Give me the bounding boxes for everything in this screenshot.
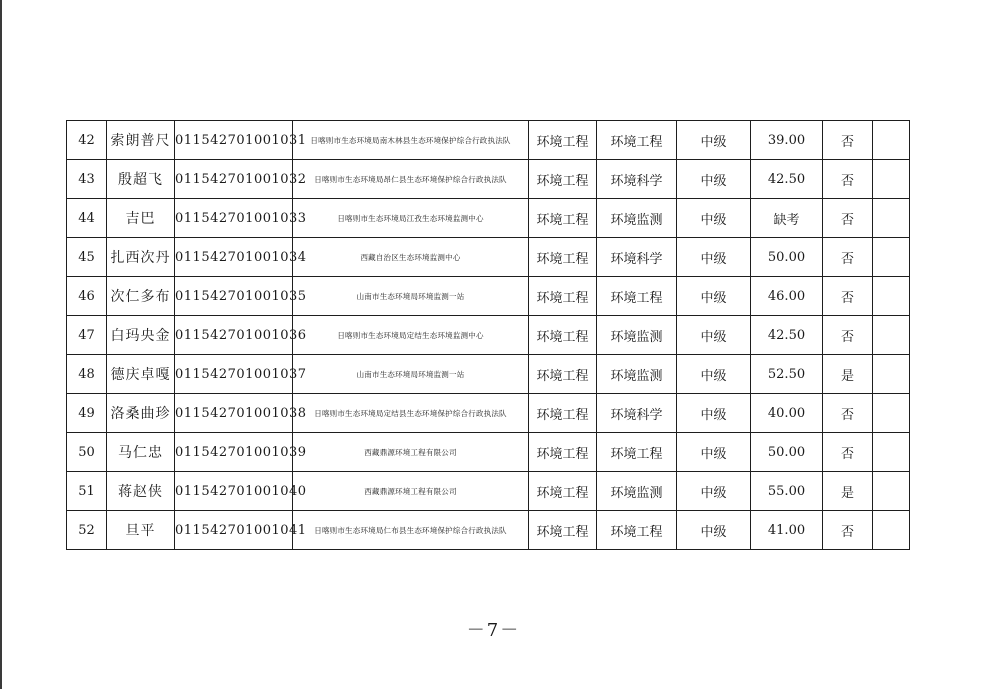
cell-organization: 日喀则市生态环境局江孜生态环境监测中心 xyxy=(293,199,529,238)
cell-level: 中级 xyxy=(677,277,751,316)
table-body xyxy=(67,121,910,550)
cell-pass: 否 xyxy=(823,316,873,355)
cell-name: 德庆卓嘎 xyxy=(107,355,175,394)
cell-level: 中级 xyxy=(677,160,751,199)
cell-pass: 否 xyxy=(823,277,873,316)
table-row xyxy=(67,394,910,433)
cell-pass: 否 xyxy=(823,199,873,238)
cell-exam-id: 011542701001036 xyxy=(175,316,293,355)
cell-subject: 环境监测 xyxy=(597,199,677,238)
cell-no: 52 xyxy=(67,511,107,550)
cell-remark xyxy=(873,355,910,394)
cell-subject: 环境监测 xyxy=(597,472,677,511)
cell-organization: 西藏鼎源环境工程有限公司 xyxy=(293,433,529,472)
cell-major: 环境工程 xyxy=(529,160,597,199)
cell-organization: 西藏鼎源环境工程有限公司 xyxy=(293,472,529,511)
cell-remark xyxy=(873,199,910,238)
cell-pass: 否 xyxy=(823,160,873,199)
cell-exam-id: 011542701001041 xyxy=(175,511,293,550)
cell-major: 环境工程 xyxy=(529,238,597,277)
cell-no: 45 xyxy=(67,238,107,277)
cell-remark xyxy=(873,472,910,511)
cell-no: 48 xyxy=(67,355,107,394)
cell-level: 中级 xyxy=(677,316,751,355)
cell-pass: 是 xyxy=(823,472,873,511)
cell-subject: 环境工程 xyxy=(597,433,677,472)
cell-no: 42 xyxy=(67,121,107,160)
cell-name: 马仁忠 xyxy=(107,433,175,472)
cell-subject: 环境工程 xyxy=(597,511,677,550)
cell-remark xyxy=(873,433,910,472)
cell-organization: 日喀则市生态环境局定结生态环境监测中心 xyxy=(293,316,529,355)
table-row xyxy=(67,199,910,238)
cell-pass: 否 xyxy=(823,121,873,160)
cell-score: 39.00 xyxy=(751,121,823,160)
cell-remark xyxy=(873,238,910,277)
table-row xyxy=(67,277,910,316)
cell-organization: 日喀则市生态环境局仁布县生态环境保护综合行政执法队 xyxy=(293,511,529,550)
cell-exam-id: 011542701001038 xyxy=(175,394,293,433)
cell-organization: 山南市生态环境局环境监测一站 xyxy=(293,355,529,394)
cell-level: 中级 xyxy=(677,472,751,511)
cell-remark xyxy=(873,121,910,160)
cell-no: 46 xyxy=(67,277,107,316)
cell-exam-id: 011542701001031 xyxy=(175,121,293,160)
cell-pass: 否 xyxy=(823,238,873,277)
cell-remark xyxy=(873,160,910,199)
cell-name: 索朗普尺 xyxy=(107,121,175,160)
cell-exam-id: 011542701001032 xyxy=(175,160,293,199)
cell-exam-id: 011542701001033 xyxy=(175,199,293,238)
cell-major: 环境工程 xyxy=(529,316,597,355)
cell-major: 环境工程 xyxy=(529,121,597,160)
cell-no: 51 xyxy=(67,472,107,511)
cell-pass: 否 xyxy=(823,394,873,433)
cell-score: 42.50 xyxy=(751,160,823,199)
cell-name: 次仁多布 xyxy=(107,277,175,316)
page-number: －7－ xyxy=(466,620,521,641)
cell-level: 中级 xyxy=(677,433,751,472)
cell-level: 中级 xyxy=(677,121,751,160)
cell-level: 中级 xyxy=(677,238,751,277)
cell-level: 中级 xyxy=(677,355,751,394)
cell-subject: 环境监测 xyxy=(597,316,677,355)
cell-score: 50.00 xyxy=(751,238,823,277)
cell-exam-id: 011542701001035 xyxy=(175,277,293,316)
cell-no: 50 xyxy=(67,433,107,472)
page-edge xyxy=(0,0,2,689)
cell-pass: 否 xyxy=(823,433,873,472)
table-row xyxy=(67,160,910,199)
cell-no: 44 xyxy=(67,199,107,238)
cell-no: 47 xyxy=(67,316,107,355)
table-row xyxy=(67,472,910,511)
cell-name: 洛桑曲珍 xyxy=(107,394,175,433)
cell-score: 41.00 xyxy=(751,511,823,550)
cell-major: 环境工程 xyxy=(529,355,597,394)
cell-level: 中级 xyxy=(677,199,751,238)
cell-exam-id: 011542701001037 xyxy=(175,355,293,394)
cell-score: 55.00 xyxy=(751,472,823,511)
cell-exam-id: 011542701001034 xyxy=(175,238,293,277)
cell-name: 蒋赵侠 xyxy=(107,472,175,511)
cell-subject: 环境科学 xyxy=(597,160,677,199)
cell-major: 环境工程 xyxy=(529,433,597,472)
cell-score: 40.00 xyxy=(751,394,823,433)
cell-name: 扎西次丹 xyxy=(107,238,175,277)
cell-subject: 环境工程 xyxy=(597,121,677,160)
cell-name: 旦平 xyxy=(107,511,175,550)
cell-exam-id: 011542701001040 xyxy=(175,472,293,511)
cell-subject: 环境工程 xyxy=(597,277,677,316)
cell-subject: 环境科学 xyxy=(597,394,677,433)
cell-major: 环境工程 xyxy=(529,511,597,550)
cell-pass: 否 xyxy=(823,511,873,550)
cell-remark xyxy=(873,316,910,355)
cell-score: 52.50 xyxy=(751,355,823,394)
cell-score: 46.00 xyxy=(751,277,823,316)
cell-remark xyxy=(873,511,910,550)
cell-organization: 西藏自治区生态环境监测中心 xyxy=(293,238,529,277)
cell-major: 环境工程 xyxy=(529,394,597,433)
table-row xyxy=(67,355,910,394)
cell-score: 42.50 xyxy=(751,316,823,355)
cell-name: 殷超飞 xyxy=(107,160,175,199)
cell-remark xyxy=(873,277,910,316)
cell-subject: 环境监测 xyxy=(597,355,677,394)
cell-subject: 环境科学 xyxy=(597,238,677,277)
cell-organization: 日喀则市生态环境局定结县生态环境保护综合行政执法队 xyxy=(293,394,529,433)
cell-organization: 日喀则市生态环境局南木林县生态环境保护综合行政执法队 xyxy=(293,121,529,160)
cell-exam-id: 011542701001039 xyxy=(175,433,293,472)
table-row xyxy=(67,316,910,355)
cell-organization: 日喀则市生态环境局昂仁县生态环境保护综合行政执法队 xyxy=(293,160,529,199)
cell-organization: 山南市生态环境局环境监测一站 xyxy=(293,277,529,316)
table-row xyxy=(67,121,910,160)
table-row xyxy=(67,511,910,550)
cell-level: 中级 xyxy=(677,511,751,550)
table-row xyxy=(67,433,910,472)
cell-major: 环境工程 xyxy=(529,199,597,238)
cell-no: 43 xyxy=(67,160,107,199)
cell-name: 白玛央金 xyxy=(107,316,175,355)
cell-score: 缺考 xyxy=(751,199,823,238)
cell-remark xyxy=(873,394,910,433)
results-table xyxy=(66,120,910,550)
cell-major: 环境工程 xyxy=(529,277,597,316)
cell-major: 环境工程 xyxy=(529,472,597,511)
cell-no: 49 xyxy=(67,394,107,433)
cell-score: 50.00 xyxy=(751,433,823,472)
table-row xyxy=(67,238,910,277)
cell-pass: 是 xyxy=(823,355,873,394)
cell-level: 中级 xyxy=(677,394,751,433)
cell-name: 吉巴 xyxy=(107,199,175,238)
